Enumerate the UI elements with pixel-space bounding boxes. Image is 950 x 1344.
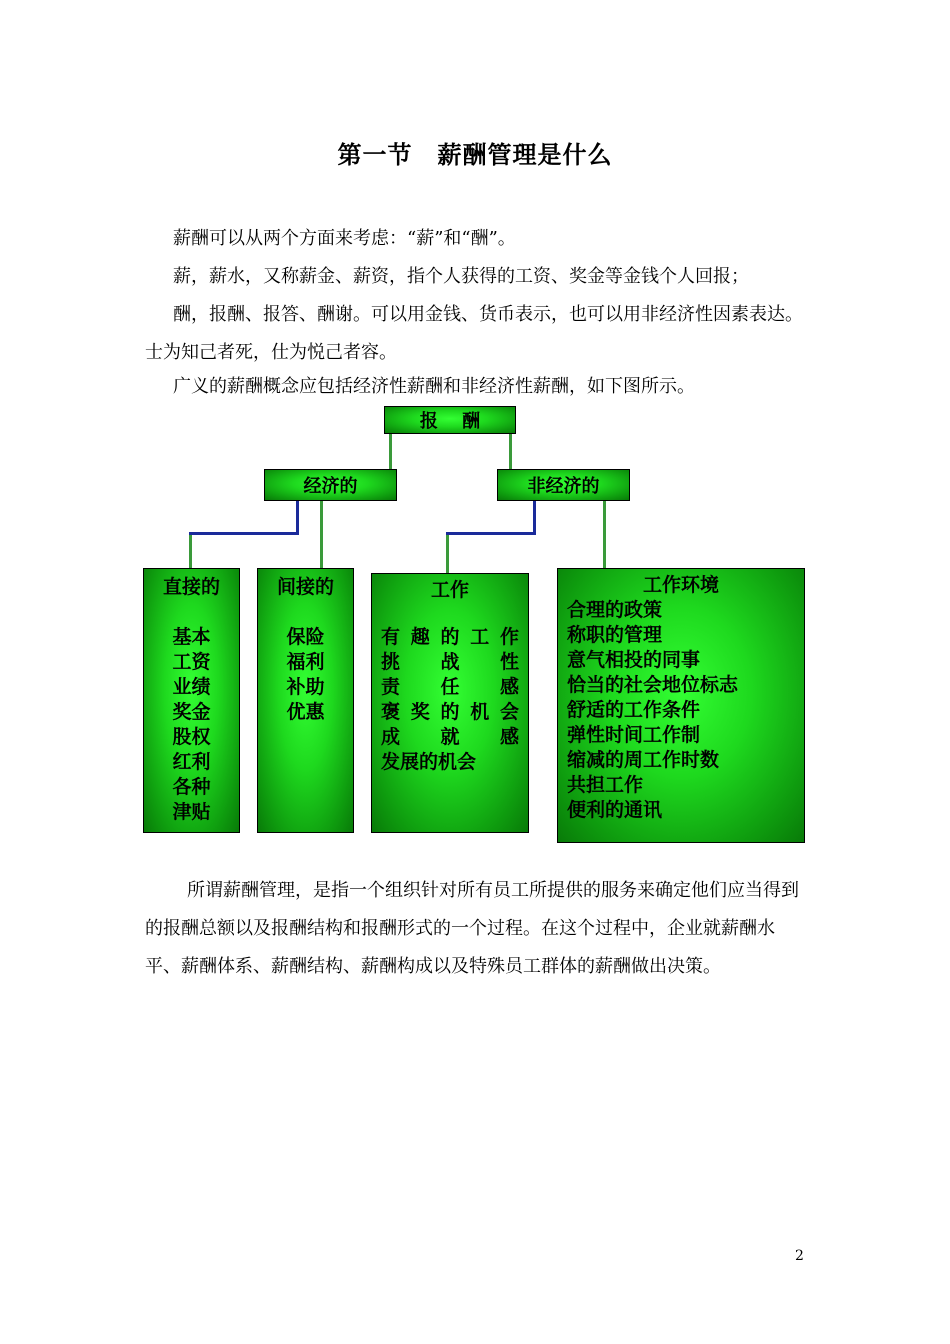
connector-line <box>296 501 299 534</box>
environment-item: 缩减的周工作时数 <box>567 749 720 771</box>
connector-line <box>446 532 536 535</box>
work-box <box>371 573 529 833</box>
work-header: 工作 <box>430 579 469 601</box>
environment-header: 工作环境 <box>642 574 719 596</box>
environment-item: 意气相投的同事 <box>567 649 701 671</box>
direct-item: 基本 <box>172 626 211 648</box>
environment-box <box>557 568 805 843</box>
indirect-item: 福利 <box>286 651 325 673</box>
work-row: 发展的机会 <box>381 751 477 773</box>
paragraph-4: 广义的薪酬概念应包括经济性薪酬和非经济性薪酬，如下图所示。 <box>173 376 695 397</box>
connector-line <box>509 434 512 470</box>
connector-line <box>320 501 323 568</box>
direct-item: 奖金 <box>172 701 211 723</box>
root-box: 报 酬 <box>384 406 516 434</box>
paragraph-1: 薪酬可以从两个方面来考虑：“薪”和“酬”。 <box>173 228 516 249</box>
direct-item: 各种 <box>172 776 211 798</box>
environment-item: 恰当的社会地位标志 <box>567 674 739 696</box>
work-row: 责 任 感 <box>381 676 519 698</box>
connector-line <box>389 434 392 470</box>
work-row: 褒 奖 的 机 会 <box>381 701 519 723</box>
work-row: 挑 战 性 <box>381 651 519 673</box>
paragraph-5: 所谓薪酬管理，是指一个组织针对所有员工所提供的服务来确定他们应当得到的报酬总额以及报酬结构和报酬形式的一个过程。在这个过程中，企业就薪酬水平、薪酬体系、薪酬结构、薪酬构成以及特殊员工群体的薪酬做出决策。 <box>145 880 799 977</box>
direct-header: 直接的 <box>162 576 220 598</box>
direct-item: 津贴 <box>172 801 211 823</box>
work-row: 有 趣 的 工 作 <box>381 626 519 648</box>
indirect-item: 补助 <box>286 676 325 698</box>
section-title: 第一节 薪酬管理是什么 <box>337 140 613 169</box>
environment-item: 共担工作 <box>567 774 644 796</box>
paragraph-3: 酬，报酬、报答、酬谢。可以用金钱、货币表示，也可以用非经济性因素表达。士为知己者死，仕为悦己者容。 <box>145 304 803 363</box>
direct-item: 业绩 <box>172 676 211 698</box>
economic-box: 经济的 <box>264 469 397 501</box>
environment-item: 称职的管理 <box>567 624 663 646</box>
connector-line <box>533 501 536 534</box>
direct-box <box>143 568 240 833</box>
indirect-header: 间接的 <box>276 576 334 598</box>
indirect-box <box>257 568 354 833</box>
environment-item: 便利的通讯 <box>567 799 663 821</box>
page-number: 2 <box>795 1248 804 1264</box>
direct-item: 工资 <box>172 651 211 673</box>
connector-line <box>603 501 606 568</box>
direct-item: 股权 <box>172 726 211 748</box>
environment-item: 舒适的工作条件 <box>567 699 701 721</box>
paragraph-2: 薪，薪水，又称薪金、薪资，指个人获得的工资、奖金等金钱个人回报； <box>173 266 749 287</box>
environment-item: 合理的政策 <box>567 599 663 621</box>
connector-line <box>189 532 299 535</box>
indirect-item: 优惠 <box>286 701 325 723</box>
connector-line <box>446 535 449 573</box>
non-economic-box: 非经济的 <box>497 469 630 501</box>
environment-item: 弹性时间工作制 <box>567 724 701 746</box>
direct-item: 红利 <box>172 751 211 773</box>
connector-line <box>189 535 192 568</box>
work-row: 成 就 感 <box>381 726 519 748</box>
indirect-item: 保险 <box>286 626 325 648</box>
